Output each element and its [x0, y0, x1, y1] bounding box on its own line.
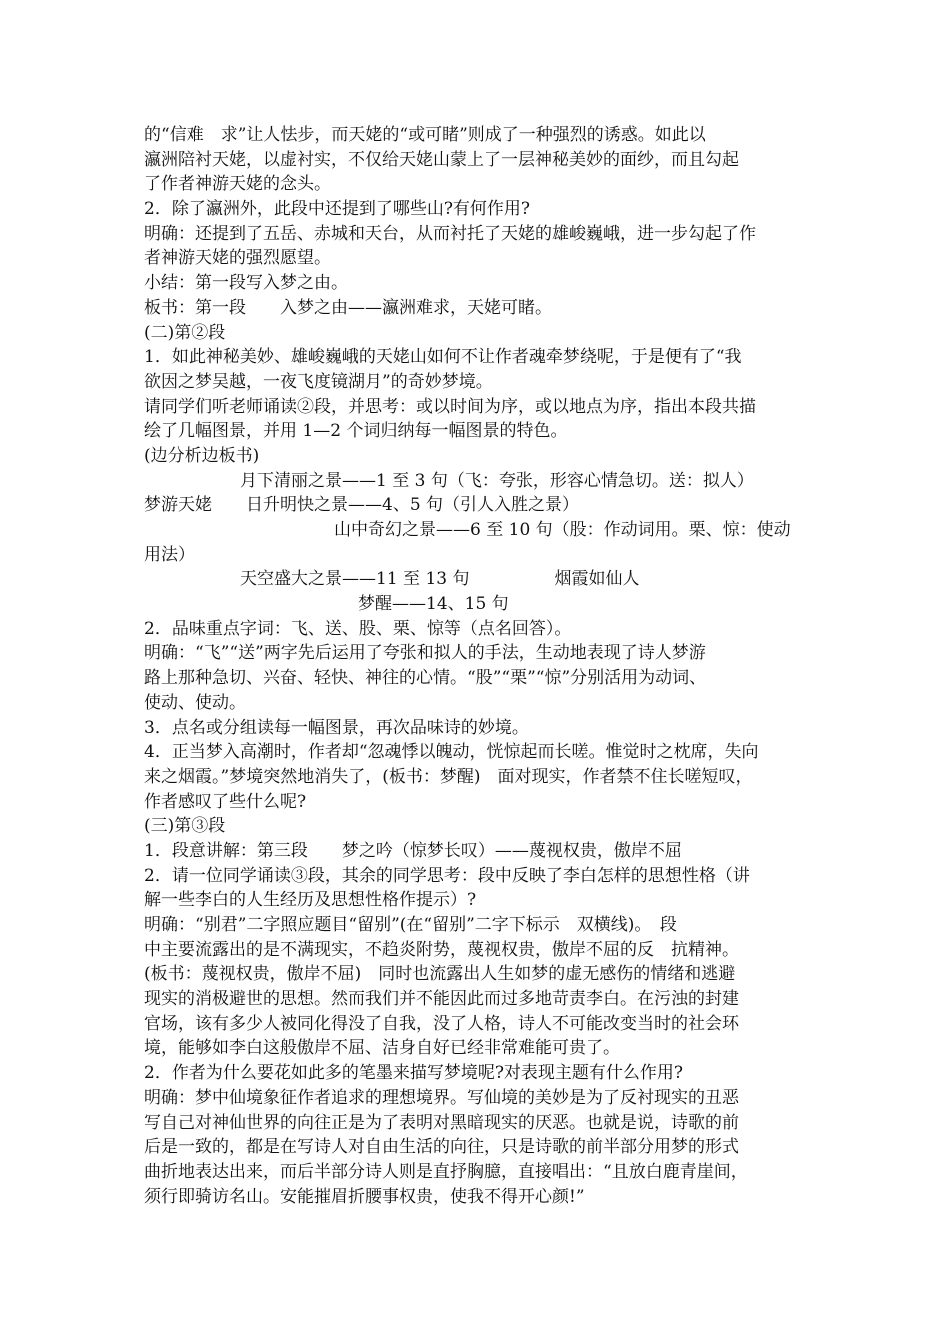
summary-line: 小结：第一段写入梦之由。	[144, 273, 348, 294]
text-line: 4．正当梦入高潮时，作者却“忽魂悸以魄动，恍惊起而长嗟。惟觉时之枕席，失向	[144, 742, 759, 763]
text-line: (板书：蔑视权贵，傲岸不屈) 同时也流露出人生如梦的虚无感伤的情绪和逃避	[144, 964, 736, 985]
board-outline-line: 用法）	[144, 544, 195, 565]
text-line: 境，能够如李白这般傲岸不屈、洁身自好已经非常难能可贵了。	[144, 1038, 620, 1059]
board-outline-line: 梦游天姥 日升明快之景——4、5 句（引人入胜之景）	[144, 495, 580, 516]
text-line: 中主要流露出的是不满现实，不趋炎附势，蔑视权贵，傲岸不屈的反 抗精神。	[144, 939, 739, 960]
text-line: 作者感叹了些什么呢?	[144, 791, 307, 812]
board-outline-line: 山中奇幻之景——6 至 10 句（股：作动词用。栗、惊：使动	[334, 520, 791, 540]
question-line: 1．段意讲解：第三段 梦之吟（惊梦长叹）——蔑视权贵，傲岸不屈	[144, 840, 682, 861]
text-line: 1．如此神秘美妙、雄峻巍峨的天姥山如何不让作者魂牵梦绕呢，于是便有了“我	[144, 347, 742, 368]
text-line: 的“信难 求”让人怯步，而天姥的“或可睹”则成了一种强烈的诱惑。如此以	[144, 125, 706, 145]
text-line: 现实的消极避世的思想。然而我们并不能因此而过多地苛责李白。在污浊的封建	[144, 989, 739, 1010]
board-outline-line: 天空盛大之景——11 至 13 句 烟霞如仙人	[240, 569, 640, 590]
section-heading: (三)第③段	[144, 816, 226, 837]
board-outline-line: 月下清丽之景——1 至 3 句（飞：夸张，形容心情急切。送：拟人）	[240, 470, 754, 491]
text-line: 官场，该有多少人被同化得没了自我，没了人格，诗人不可能改变当时的社会环	[144, 1013, 739, 1034]
question-line: 2．请一位同学诵读③段，其余的同学思考：段中反映了李白怎样的思想性格（讲	[144, 865, 750, 886]
question-line: 3．点名或分组读每一幅图景，再次品味诗的妙境。	[144, 717, 529, 738]
text-line: 路上那种急切、兴奋、轻快、神往的心情。“股”“栗”“惊”分别活用为动词、	[144, 668, 707, 689]
text-line: 明确：梦中仙境象征作者追求的理想境界。写仙境的美妙是为了反衬现实的丑恶	[144, 1087, 739, 1108]
text-line: 明确：“别君”二字照应题目“留别”(在“留别”二字下标示 双横线)。 段	[144, 915, 677, 935]
text-line: 解一些李白的人生经历及思想性格作提示）?	[144, 890, 477, 911]
text-line: 明确：还提到了五岳、赤城和天台，从而衬托了天姥的雄峻巍峨，进一步勾起了作	[144, 223, 756, 244]
text-line: 须行即骑访名山。安能摧眉折腰事权贵，使我不得开心颜!”	[144, 1186, 585, 1207]
question-line: 2．作者为什么要花如此多的笔墨来描写梦境呢?对表现主题有什么作用?	[144, 1063, 684, 1084]
text-line: 了作者神游天姥的念头。	[144, 174, 331, 195]
section-heading: (二)第②段	[144, 322, 226, 343]
text-line: 绘了几幅图景，并用 1—2 个词归纳每一幅图景的特色。	[144, 421, 568, 442]
text-line: 瀛洲陪衬天姥，以虚衬实，不仅给天姥山蒙上了一层神秘美妙的面纱，而且勾起	[144, 149, 739, 170]
question-line: 2．品味重点字词：飞、送、股、栗、惊等（点名回答）。	[144, 618, 572, 639]
text-line: 曲折地表达出来，而后半部分诗人则是直抒胸臆，直接唱出：“且放白鹿青崖间，	[144, 1161, 748, 1182]
board-line: 板书：第一段 入梦之由——瀛洲难求，天姥可睹。	[144, 297, 552, 318]
text-line: 欲因之梦吴越，一夜飞度镜湖月”的奇妙梦境。	[144, 371, 493, 392]
text-line: 明确：“飞”“送”两字先后运用了夸张和拟人的手法，生动地表现了诗人梦游	[144, 643, 706, 664]
document-page	[144, 123, 812, 1209]
text-line: (边分析边板书)	[144, 445, 260, 466]
text-line: 后是一致的，都是在写诗人对自由生活的向往，只是诗歌的前半部分用梦的形式	[144, 1137, 739, 1158]
text-line: 者神游天姥的强烈愿望。	[144, 248, 331, 269]
question-line: 2．除了瀛洲外，此段中还提到了哪些山?有何作用?	[144, 199, 531, 220]
text-line: 写自己对神仙世界的向往正是为了表明对黑暗现实的厌恶。也就是说，诗歌的前	[144, 1112, 739, 1133]
board-outline-line: 梦醒——14、15 句	[358, 594, 509, 615]
text-line: 使动、使动。	[144, 692, 246, 713]
text-line: 请同学们听老师诵读②段，并思考：或以时间为序，或以地点为序，指出本段共描	[144, 396, 756, 417]
text-line: 来之烟霞。”梦境突然地消失了，(板书：梦醒) 面对现实，作者禁不住长嗟短叹，	[144, 766, 753, 787]
